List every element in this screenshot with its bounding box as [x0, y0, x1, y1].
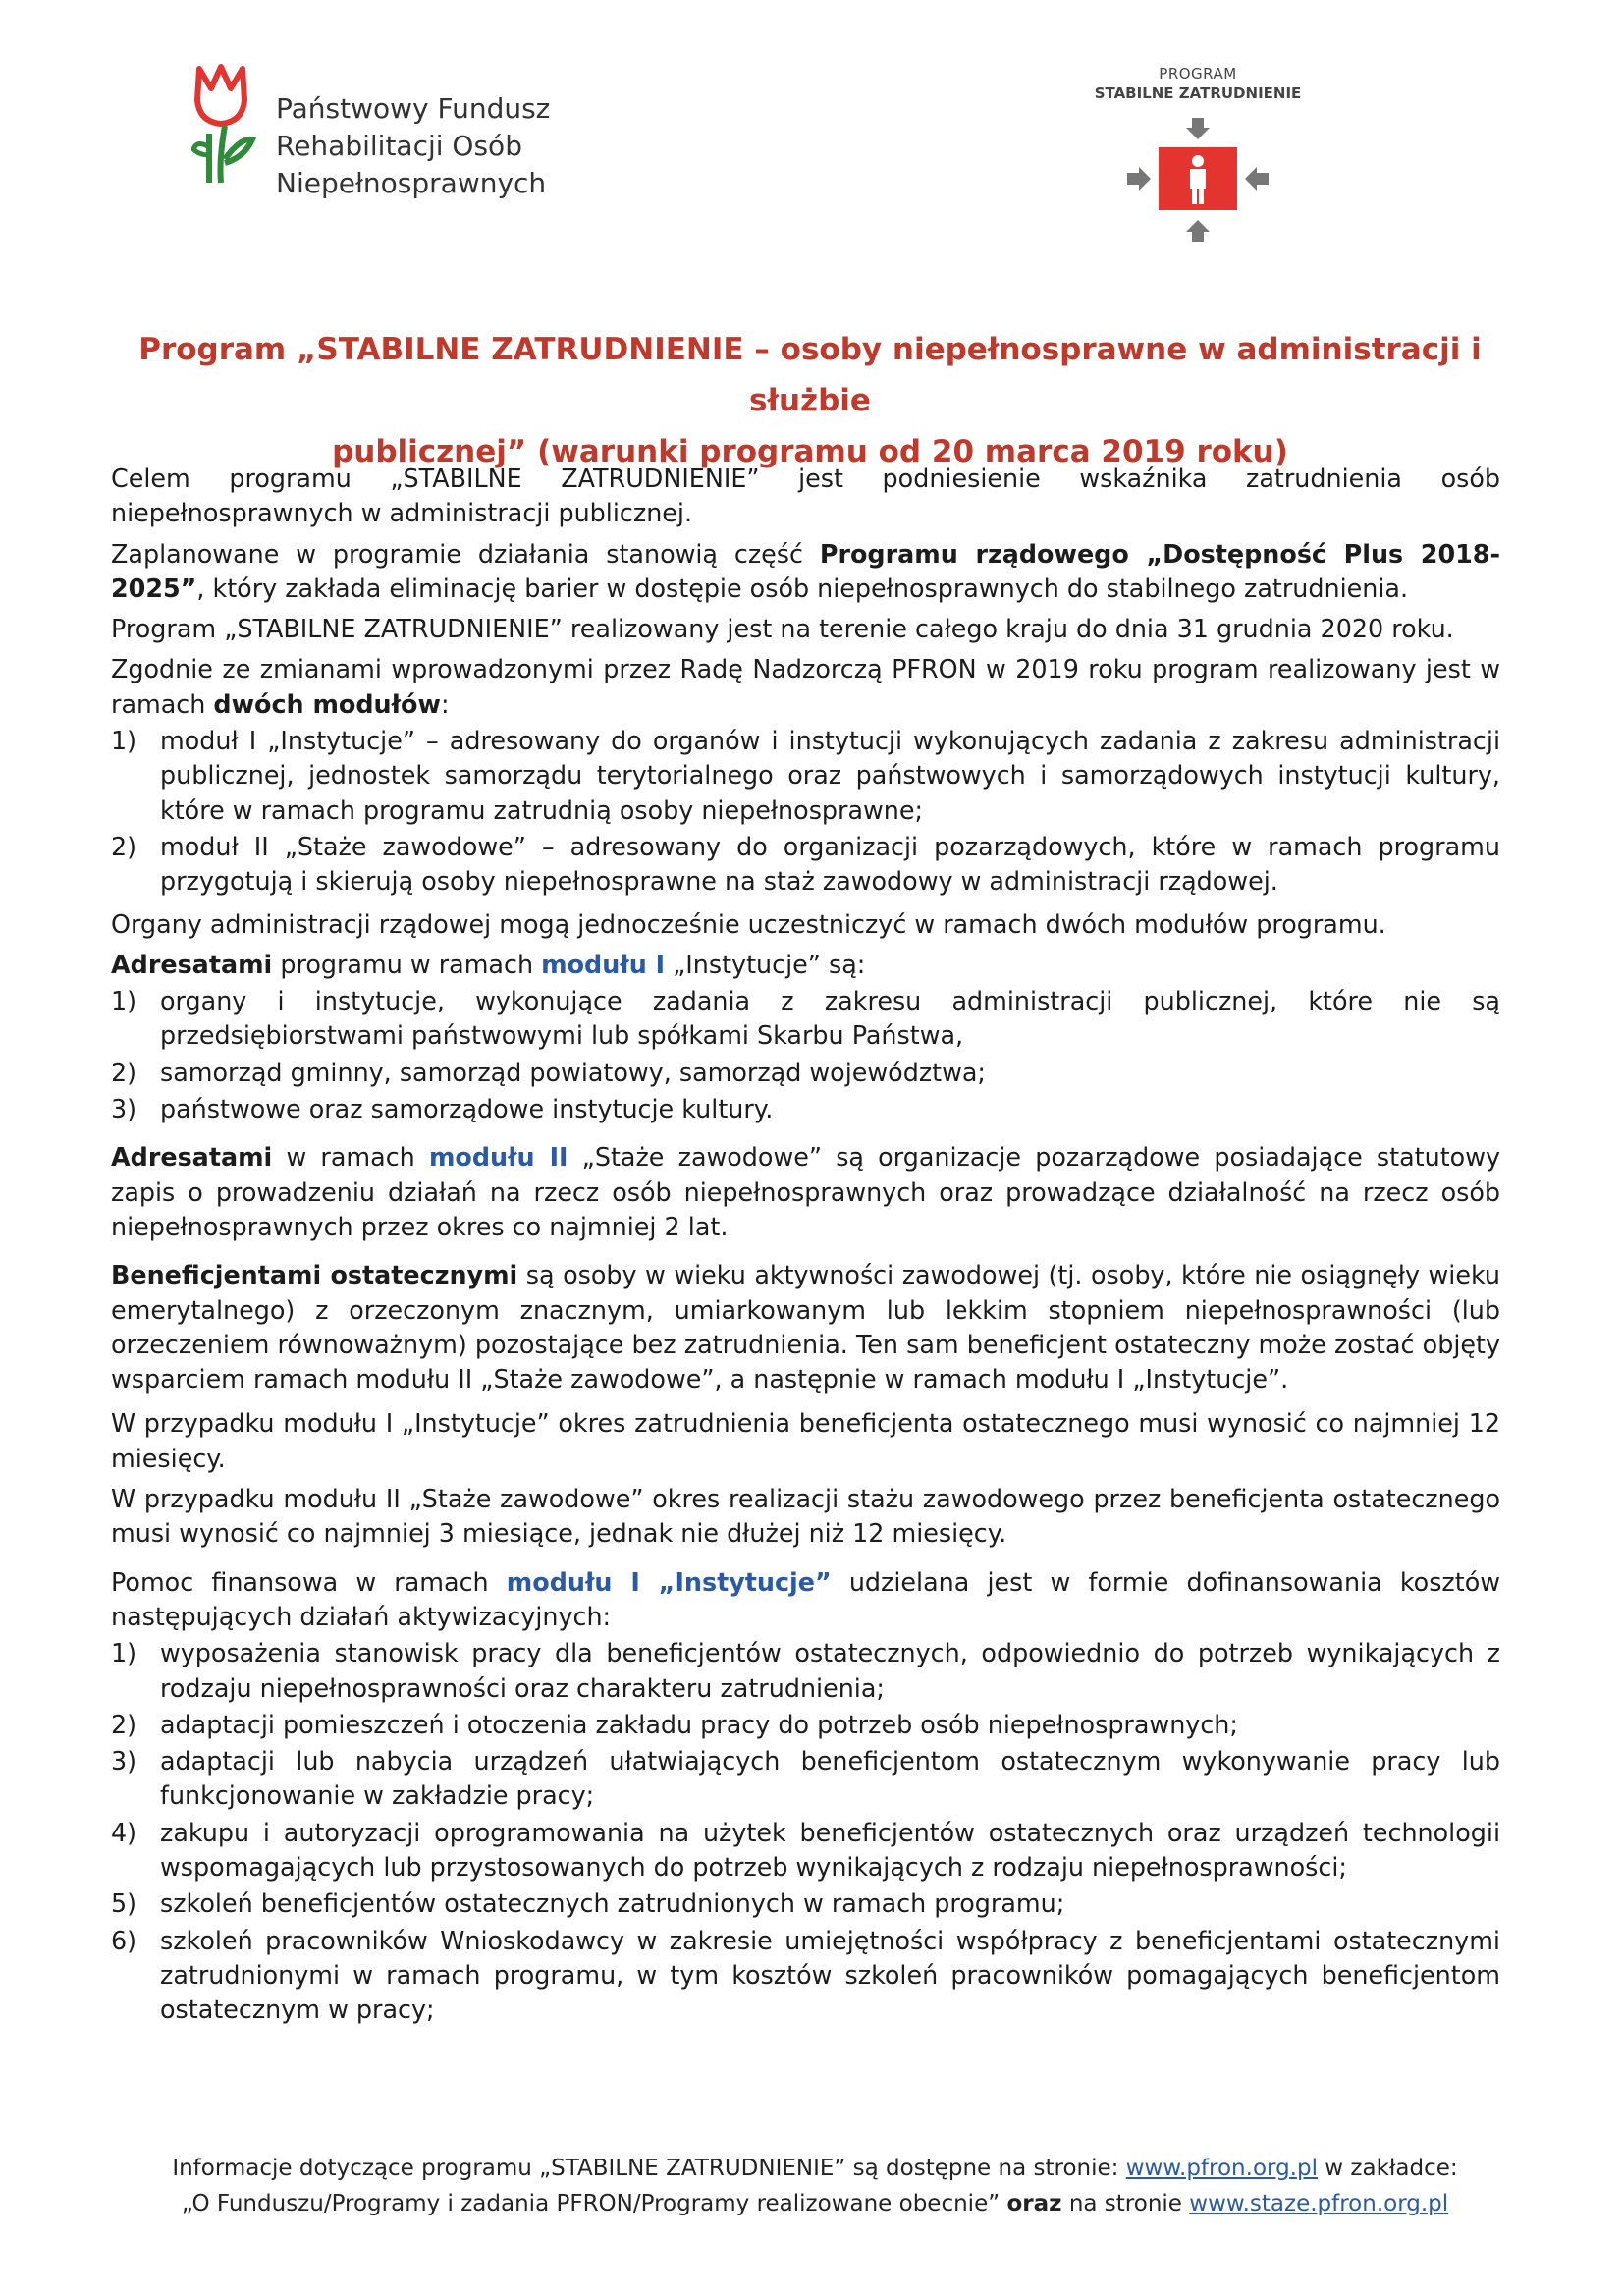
text: udzielana jest w formie dofinansowania kosztów następujących działań aktywizacyjnych:	[111, 1566, 1501, 1631]
text: w ramach	[272, 1142, 429, 1173]
list-text: moduł II „Staże zawodowe” – adresowany do organizacji pozarządowych, które w ramach programu przygotują i skierują osoby niepełnosprawne na staż zawodowy w administracji rządowej.	[160, 831, 1500, 897]
list-number: 6)	[111, 1925, 137, 1955]
text: są osoby w wieku aktywności zawodowej (tj. osoby, które nie osiągnęły wieku emerytalnego) z orzeczonym znacznym, umiarkowanym lub lekkim stopniem niepełnosprawności (lub orzeczeniem równoważnym) pozostające bez zatrudnienia. Ten sam beneficjent ostateczny może zostać objęty wsparciem ramach modułu II „Staże zawodowe”, a następnie w ramach modułu I „Instytucje”.	[111, 1260, 1500, 1394]
list-item	[111, 1708, 1500, 1742]
title-line: publicznej” (warunki programu od 20 marca 2019 roku)	[332, 434, 1288, 469]
text: Zaplanowane w programie działania stanowią część	[111, 538, 820, 569]
list-item	[111, 984, 1500, 1054]
tulip-icon	[191, 61, 260, 189]
list-number: 1)	[111, 726, 137, 756]
staze-website-link[interactable]: www.staze.pfron.org.pl	[1189, 2191, 1449, 2216]
paragraph-government-program	[111, 537, 1500, 607]
paragraph-addressees-module-2	[111, 1140, 1500, 1244]
list-item	[111, 1636, 1500, 1706]
text: „Instytucje” są:	[665, 949, 866, 979]
list-number: 1)	[111, 1638, 137, 1668]
pfron-name-line: Niepełnosprawnych	[276, 167, 547, 199]
paragraph-module-2-period: W przypadku modułu II „Staże zawodowe” okres realizacji stażu zawodowego przez beneficjenta ostatecznego musi wynosić co najmniej 3 miesiące, jednak nie dłużej niż 12 miesięcy.	[111, 1484, 1500, 1549]
list-item	[111, 724, 1500, 828]
list-number: 4)	[111, 1817, 137, 1847]
paragraph-modules-intro	[111, 652, 1500, 722]
paragraph-module-1-period: W przypadku modułu I „Instytucje” okres zatrudnienia beneficjenta ostatecznego musi wynosić co najmniej 12 miesięcy.	[111, 1408, 1500, 1473]
list-number: 3)	[111, 1746, 137, 1777]
list-item	[111, 1816, 1500, 1886]
module-2-highlight: modułu II	[428, 1142, 568, 1173]
text: na stronie	[1061, 2191, 1190, 2216]
paragraph-financial-aid	[111, 1565, 1500, 1635]
program-logo-name: STABILNE ZATRUDNIENIE	[1094, 84, 1302, 102]
text: , który zakłada eliminację barier w dostępie osób niepełnosprawnych do stabilnego zatrudnienia.	[196, 573, 1409, 603]
addressees-list	[111, 984, 1500, 1126]
text: „O Funduszu/Programy i zadania PFRON/Programy realizowane obecnie”	[181, 2191, 1007, 2216]
modules-bold: dwóch modułów	[213, 688, 441, 719]
list-text: szkoleń pracowników Wnioskodawcy w zakresie umiejętności współpracy z beneficjentami ostatecznymi zatrudnionymi w ramach programu, w tym kosztów szkoleń pracowników pomagających beneficjentom ostatecznym w pracy;	[160, 1925, 1500, 2025]
list-number: 2)	[111, 1057, 137, 1087]
footer-info	[147, 2151, 1483, 2221]
list-number: 2)	[111, 831, 137, 861]
pfron-name-line: Państwowy Fundusz	[276, 92, 551, 125]
list-item	[111, 1886, 1500, 1921]
footer-line	[147, 2186, 1483, 2221]
paragraph-duration: Program „STABILNE ZATRUDNIENIE” realizowany jest na terenie całego kraju do dnia 31 grudnia 2020 roku.	[111, 614, 1454, 644]
activities-list	[111, 1636, 1500, 2027]
program-logo-label: PROGRAM	[1159, 65, 1237, 82]
paragraph-goal: Celem programu „STABILNE ZATRUDNIENIE” jest podniesienie wskaźnika zatrudnienia osób niepełnosprawnych w administracji publicznej.	[111, 464, 1500, 528]
person-arrows-icon	[1080, 112, 1316, 249]
modules-list	[111, 724, 1500, 899]
list-text: moduł I „Instytucje” – adresowany do organów i instytucji wykonujących zadania z zakresu administracji publicznej, jednostek samorządu terytorialnego oraz państwowych i samorządowych instytucji kultury, które w ramach programu zatrudnią osoby niepełnosprawne;	[160, 726, 1500, 825]
text: Pomoc finansowa w ramach	[111, 1566, 507, 1597]
list-text: wyposażenia stanowisk pracy dla beneficjentów ostatecznych, odpowiednio do potrzeb wynikających z rodzaju niepełnosprawności oraz charakteru zatrudnienia;	[160, 1638, 1500, 1703]
list-text: szkoleń beneficjentów ostatecznych zatrudnionych w ramach programu;	[160, 1888, 1065, 1919]
list-item	[111, 830, 1500, 900]
text: w zakładce:	[1317, 2156, 1458, 2181]
text: Informacje dotyczące programu „STABILNE ZATRUDNIENIE” są dostępne na stronie:	[172, 2156, 1126, 2181]
addressees-bold: Adresatami	[111, 1142, 273, 1173]
text: :	[440, 688, 450, 719]
list-text: państwowe oraz samorządowe instytucje kultury.	[160, 1094, 774, 1124]
module-1-highlight: modułu I „Instytucje”	[506, 1566, 832, 1597]
paragraph-addressees-module-1	[111, 948, 1500, 982]
text: „Staże zawodowe” są organizacje pozarządowe posiadające statutowy zapis o prowadzeniu działań na rzecz osób niepełnosprawnych oraz prowadzące działalność na rzecz osób niepełnosprawnych przez okres co najmniej 2 lat.	[111, 1142, 1500, 1241]
list-item	[111, 1924, 1500, 2028]
list-text: samorząd gminny, samorząd powiatowy, samorząd województwa;	[160, 1057, 986, 1087]
list-number: 1)	[111, 986, 137, 1016]
program-logo	[1080, 65, 1316, 251]
list-number: 2)	[111, 1709, 137, 1739]
document-body	[111, 462, 1500, 2035]
list-text: zakupu i autoryzacji oprogramowania na użytek beneficjentów ostatecznych oraz urządzeń technologii wspomagających lub przystosowanych do potrzeb wynikających z rodzaju niepełnosprawności;	[160, 1817, 1500, 1882]
paragraph-beneficiaries	[111, 1258, 1500, 1396]
footer-line	[147, 2151, 1483, 2186]
pfron-website-link[interactable]: www.pfron.org.pl	[1125, 2156, 1318, 2181]
list-number: 5)	[111, 1888, 137, 1919]
document-title	[108, 324, 1512, 477]
addressees-bold: Adresatami	[111, 949, 273, 979]
program-name-bold: Programu rządowego „Dostępność Plus 2018-2025”	[111, 538, 1500, 603]
pfron-name	[276, 90, 550, 202]
pfron-logo	[191, 61, 584, 208]
module-1-highlight: modułu I	[541, 949, 666, 979]
paragraph-government-bodies: Organy administracji rządowej mogą jednocześnie uczestniczyć w ramach dwóch modułów programu.	[111, 908, 1386, 939]
list-text: organy i instytucje, wykonujące zadania z zakresu administracji publicznej, które nie są przedsiębiorstwami państwowymi lub spółkami Skarbu Państwa,	[160, 986, 1500, 1051]
text: Zgodnie ze zmianami wprowadzonymi przez Radę Nadzorczą PFRON w 2019 roku program realizowany jest w ramach	[111, 654, 1500, 719]
list-item	[111, 1056, 1500, 1090]
list-number: 3)	[111, 1094, 137, 1124]
pfron-name-line: Rehabilitacji Osób	[276, 130, 522, 162]
list-text: adaptacji lub nabycia urządzeń ułatwiających beneficjentom ostatecznym wykonywanie pracy lub funkcjonowanie w zakładzie pracy;	[160, 1746, 1500, 1811]
text: oraz	[1006, 2191, 1062, 2216]
title-line: Program „STABILNE ZATRUDNIENIE – osoby niepełnosprawne w administracji i służbie	[138, 332, 1482, 418]
list-text: adaptacji pomieszczeń i otoczenia zakładu pracy do potrzeb osób niepełnosprawnych;	[160, 1709, 1238, 1739]
beneficiaries-bold: Beneficjentami ostatecznymi	[111, 1260, 518, 1290]
list-item	[111, 1092, 1500, 1126]
list-item	[111, 1744, 1500, 1814]
text: programu w ramach	[272, 949, 542, 979]
